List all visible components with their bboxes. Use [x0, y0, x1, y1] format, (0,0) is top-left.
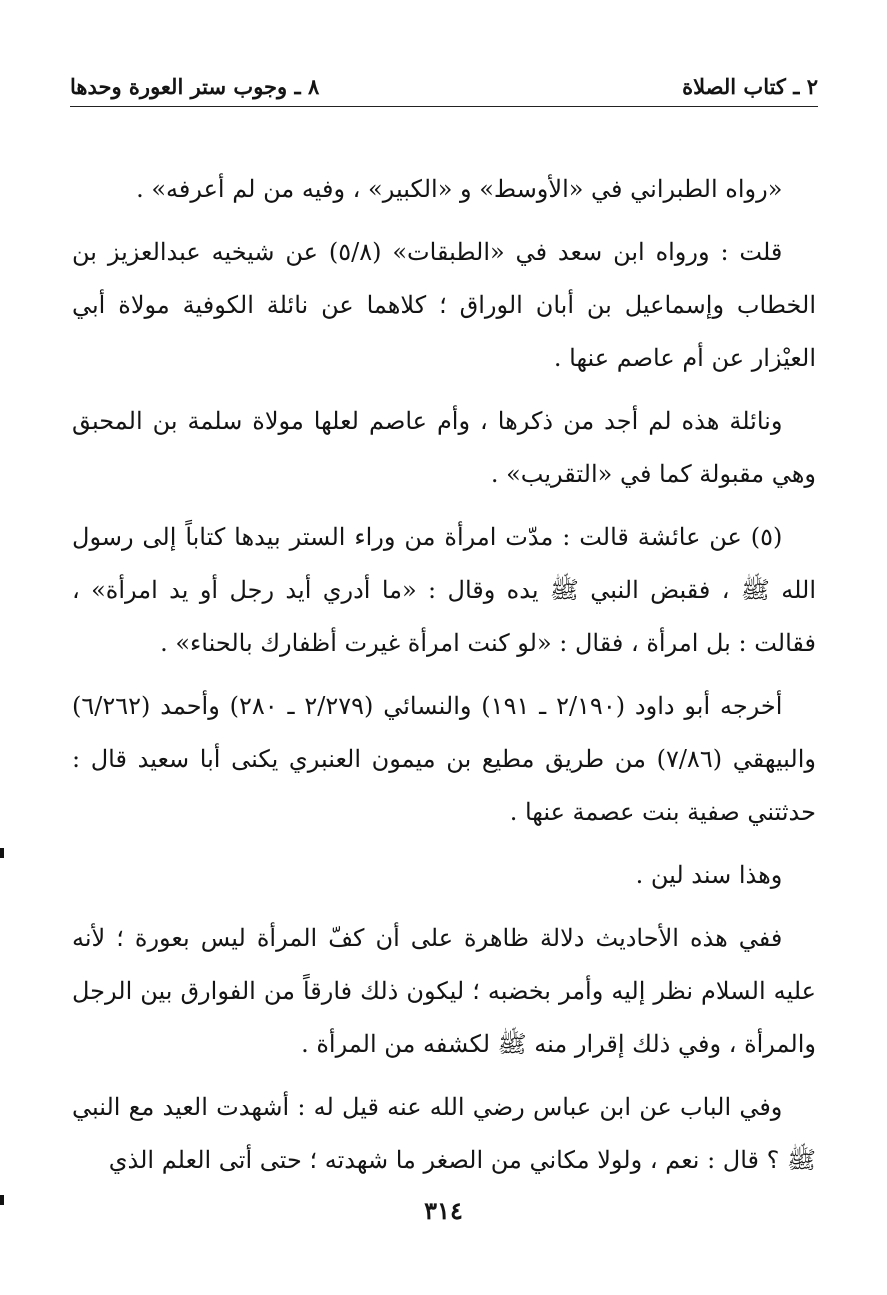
paragraph-quote-ending: «رواه الطبراني في «الأوسط» و «الكبير» ، وفيه من لم أعرفه» .	[136, 175, 783, 203]
section-title: ٨ ـ وجوب ستر العورة وحدها	[70, 74, 320, 99]
page-number: ٣١٤	[424, 1196, 463, 1225]
paragraph-conclusion: ففي هذه الأحاديث دلالة ظاهرة على أن كفّ المرأة ليس بعورة ؛ لأنه عليه السلام نظر إليه وأمر بخضبه ؛ ليكون ذلك فارقاً من الفوارق بين الرجل والمرأة ، وفي ذلك إقرار منه ﷺ لكشفه من المرأة .	[72, 924, 816, 1058]
paragraph-ibn-saad: قلت : ورواه ابن سعد في «الطبقات» (٥/٨) عن شيخيه عبدالعزيز بن الخطاب وإسماعيل بن أبان الوراق ؛ كلاهما عن نائلة الكوفية مولاة أبي العيْزار عن أم عاصم عنها .	[72, 238, 816, 372]
chapter-title: ٢ ـ كتاب الصلاة	[682, 74, 818, 99]
body-text	[72, 163, 816, 1197]
running-header	[70, 70, 818, 107]
paragraph-naila: ونائلة هذه لم أجد من ذكرها ، وأم عاصم لعلها مولاة سلمة بن المحبق وهي مقبولة كما في «التقريب» .	[72, 407, 816, 488]
scan-edge-mark	[0, 848, 4, 858]
paragraph-grading: وهذا سند لين .	[635, 861, 783, 889]
paragraph-hadith-5: (٥) عن عائشة قالت : مدّت امرأة من وراء الستر بيدها كتاباً إلى رسول الله ﷺ ، فقبض النبي ﷺ يده وقال : «ما أدري أيد رجل أو يد امرأة» ، فقالت : بل امرأة ، فقال : «لو كنت امرأة غيرت أظفارك بالحناء» .	[72, 523, 816, 657]
paragraph-ibn-abbas: وفي الباب عن ابن عباس رضي الله عنه قيل له : أشهدت العيد مع النبي ﷺ ؟ قال : نعم ، ولولا مكاني من الصغر ما شهدته ؛ حتى أتى العلم الذي	[72, 1093, 816, 1174]
paragraph-takhrij: أخرجه أبو داود (٢/١٩٠ ـ ١٩١) والنسائي (٢/٢٧٩ ـ ٢٨٠) وأحمد (٦/٢٦٢) والبيهقي (٧/٨٦) من طريق مطيع بن ميمون العنبري يكنى أبا سعيد قال : حدثتني صفية بنت عصمة عنها .	[72, 692, 816, 826]
scan-edge-mark	[0, 1195, 4, 1205]
